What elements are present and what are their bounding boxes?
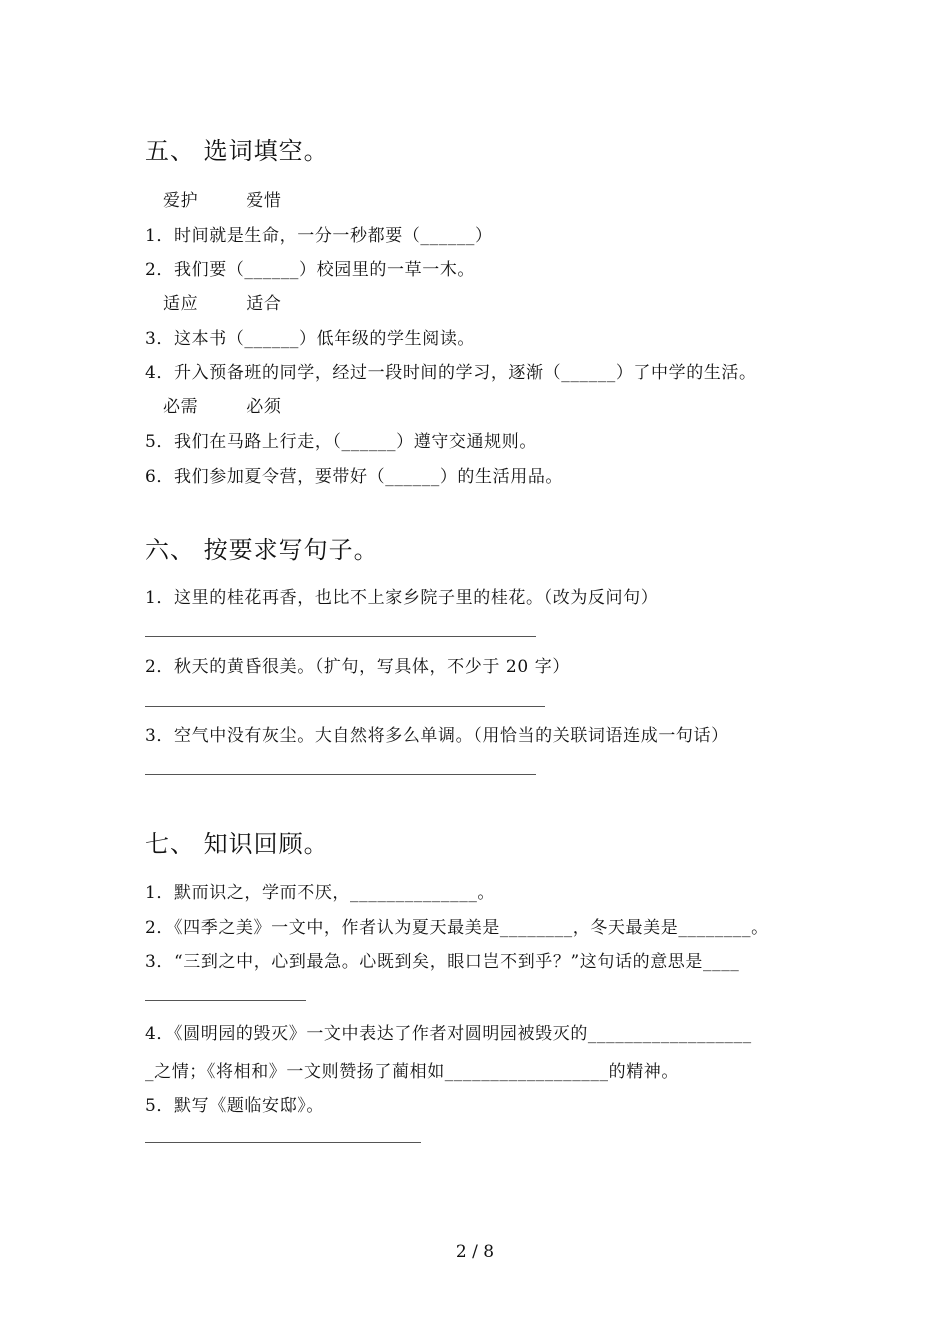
question-5-6: 6．我们参加夏令营，要带好（______）的生活用品。 [145, 467, 564, 487]
answer-line[interactable] [145, 1000, 306, 1001]
word-choice: 爱惜 [246, 191, 282, 211]
section-6-heading: 六、 按要求写句子。 [145, 536, 379, 564]
question-6-2: 2．秋天的黄昏很美。（扩句，写具体，不少于 20 字） [145, 657, 570, 677]
question-7-5: 5．默写《题临安邸》。 [145, 1096, 324, 1116]
word-choice: 必须 [246, 397, 282, 417]
word-choice: 爱护 [163, 191, 199, 211]
question-7-3: 3．“三到之中，心到最急。心既到矣，眼口岂不到乎？”这句话的意思是____ [145, 952, 740, 972]
page-number: 2 / 8 [455, 1242, 495, 1262]
section-5-heading: 五、 选词填空。 [145, 137, 329, 165]
section-7-heading: 七、 知识回顾。 [145, 830, 329, 858]
answer-line[interactable] [145, 774, 536, 775]
question-7-2: 2．《四季之美》一文中，作者认为夏天最美是________，冬天最美是________。 [145, 918, 769, 938]
question-6-3: 3．空气中没有灰尘。大自然将多么单调。（用恰当的关联词语连成一句话） [145, 726, 729, 746]
question-5-5: 5．我们在马路上行走，（______）遵守交通规则。 [145, 432, 537, 452]
question-5-4: 4．升入预备班的同学，经过一段时间的学习，逐渐（______）了中学的生活。 [145, 363, 757, 383]
question-7-1: 1．默而识之，学而不厌，______________。 [145, 883, 496, 903]
answer-line[interactable] [145, 636, 536, 637]
question-7-4-line1: 4．《圆明园的毁灭》一文中表达了作者对圆明园被毁灭的__________________ [145, 1024, 752, 1044]
word-choice-group-2 [163, 289, 281, 314]
word-choice-group-1 [163, 186, 281, 211]
word-choice: 必需 [163, 397, 199, 417]
question-7-4-line2: _之情；《将相和》一文则赞扬了蔺相如__________________的精神。 [145, 1062, 679, 1082]
word-choice: 适应 [163, 294, 199, 314]
question-5-2: 2．我们要（______）校园里的一草一木。 [145, 260, 476, 280]
question-5-1: 1．时间就是生命，一分一秒都要（______） [145, 226, 493, 246]
question-5-3: 3．这本书（______）低年级的学生阅读。 [145, 329, 476, 349]
word-choice: 适合 [246, 294, 282, 314]
answer-line[interactable] [145, 1142, 421, 1143]
word-choice-group-3 [163, 392, 281, 417]
answer-line[interactable] [145, 706, 545, 707]
question-6-1: 1．这里的桂花再香，也比不上家乡院子里的桂花。（改为反问句） [145, 588, 659, 608]
